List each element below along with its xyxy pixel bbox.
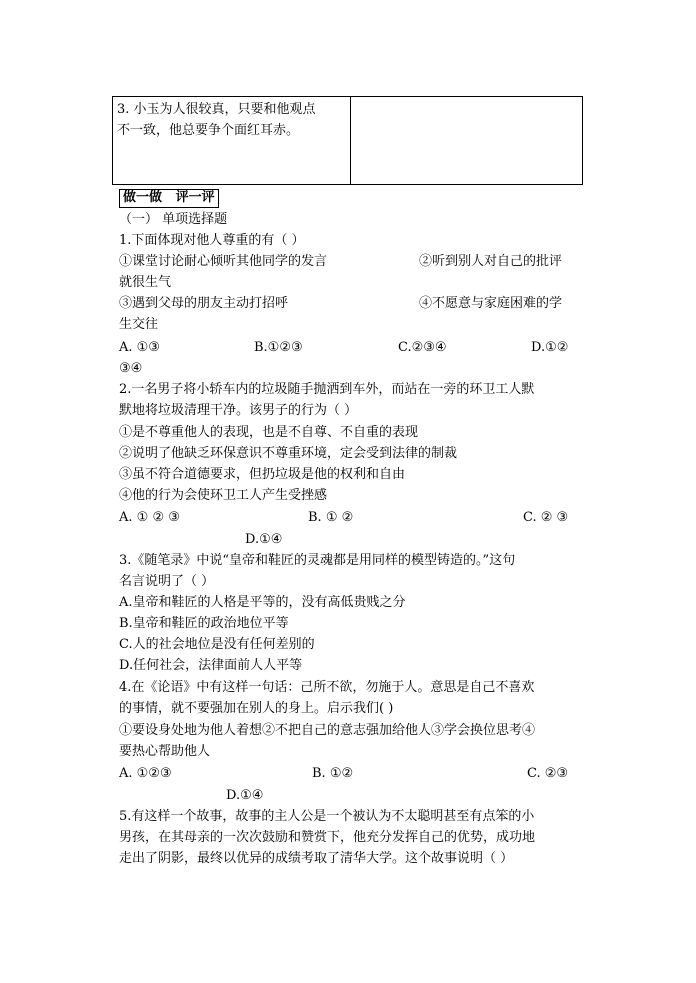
- question-4-answer-a: A. ①②③: [119, 766, 172, 781]
- question-1-option-wrap: 生交往: [119, 317, 159, 332]
- question-1-option: ②听到别人对自己的批评: [419, 254, 563, 269]
- question-1-option: ③遇到父母的朋友主动打招呼: [119, 296, 289, 311]
- question-2-stem: 默地将垃圾清理干净。该男子的行为（ ）: [119, 403, 358, 418]
- question-1-option-wrap: 就很生气: [119, 275, 172, 290]
- table-cell-answer: [351, 97, 583, 185]
- question-4-stem: 的事情，就不要强加在别人的身上。启示我们( ): [119, 701, 394, 716]
- question-1-answer-c: C.②③④: [398, 340, 447, 355]
- question-1-option: ①课堂讨论耐心倾听其他同学的发言: [119, 254, 328, 269]
- question-3-option-a: A.皇帝和鞋匠的人格是平等的，没有高低贵贱之分: [119, 595, 406, 610]
- question-2-statement: ④他的行为会使环卫工人产生受挫感: [119, 488, 328, 503]
- table-cell-line: 3. 小玉为人很较真，只要和他观点: [117, 102, 316, 117]
- subsection-title: （一） 单项选择题: [119, 212, 228, 227]
- question-3-option-b: B.皇帝和鞋匠的政治地位平等: [119, 616, 289, 631]
- question-2-answer-c: C. ② ③: [523, 510, 569, 525]
- question-3-stem: 3.《随笔录》中说“皇帝和鞋匠的灵魂都是用同样的模型铸造的。”这句: [119, 553, 516, 568]
- question-2-answer-d: D.①④: [245, 532, 283, 547]
- question-1-answer-d-wrap: ③④: [119, 361, 143, 376]
- question-3-option-c: C.人的社会地位是没有任何差别的: [119, 637, 315, 652]
- question-2-answer-a: A. ① ② ③: [119, 510, 180, 525]
- question-3-stem: 名言说明了（ ）: [119, 574, 215, 589]
- question-5-stem: 5.有这样一个故事，故事的主人公是一个被认为不太聪明甚至有点笨的小: [119, 809, 535, 824]
- question-2-statement: ①是不尊重他人的表现，也是不自尊、不自重的表现: [119, 425, 419, 440]
- question-3-option-d: D.任何社会，法律面前人人平等: [119, 658, 303, 673]
- question-2-stem: 2.一名男子将小轿车内的垃圾随手抛洒到车外，而站在一旁的环卫工人默: [119, 382, 535, 397]
- question-1-option: ④不愿意与家庭困难的学: [419, 296, 563, 311]
- question-1-answer-d: D.①②: [531, 340, 569, 355]
- question-4-answer-b: B. ①②: [312, 766, 354, 781]
- question-4-statement: 要热心帮助他人: [119, 744, 211, 759]
- section-heading: 做一做 评一评: [119, 189, 219, 208]
- question-4-stem: 4.在《论语》中有这样一句话：己所不欲，勿施于人。意思是自己不喜欢: [119, 680, 535, 695]
- question-1-answer-a: A. ①③: [119, 340, 160, 355]
- question-4-answer-d: D.①④: [226, 788, 264, 803]
- table-cell-line: 不一致，他总要争个面红耳赤。: [117, 123, 300, 138]
- question-2-answer-b: B. ① ②: [308, 510, 354, 525]
- question-5-stem: 男孩，在其母亲的一次次鼓励和赞赏下，他充分发挥自己的优势，成功地: [119, 830, 536, 845]
- question-4-statement: ①要设身处地为他人着想②不把自己的意志强加给他人③学会换位思考④: [119, 723, 536, 738]
- question-4-answer-c: C. ②③: [527, 766, 569, 781]
- question-2-statement: ③虽不符合道德要求，但扔垃圾是他的权利和自由: [119, 467, 406, 482]
- question-2-statement: ②说明了他缺乏环保意识不尊重环境，定会受到法律的制裁: [119, 446, 458, 461]
- question-1-answer-b: B.①②③: [254, 340, 303, 355]
- question-1-stem: 1.下面体现对他人尊重的有（ ）: [119, 233, 305, 248]
- question-5-stem: 走出了阴影，最终以优异的成绩考取了清华大学。这个故事说明（ ）: [119, 851, 514, 866]
